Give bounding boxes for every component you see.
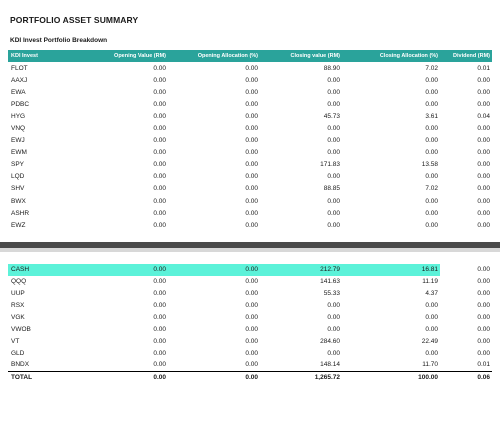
cell-closing-allocation: 7.02 [425,64,438,72]
cell-closing-allocation: 0.00 [425,197,438,205]
cell-closing-allocation: 0.00 [425,137,438,145]
table-row [8,359,492,371]
cell-opening-value: 0.00 [153,112,166,120]
cell-opening-allocation: 0.00 [245,137,258,145]
cell-dividend: 0.00 [477,290,490,298]
total-opening-value: 0.00 [90,371,168,384]
cell-dividend: 0.00 [477,337,490,345]
cell-closing-allocation: 0.00 [425,209,438,217]
cell-opening-allocation: 0.00 [245,76,258,84]
cell-closing-value: 148.14 [320,361,340,369]
cell-opening-value: 0.00 [153,161,166,169]
cell-asset: CASH [8,264,90,276]
cell-opening-allocation: 0.00 [245,221,258,229]
cell-asset: EWM [11,149,27,157]
cell-closing-value: 55.33 [323,290,340,298]
cell-asset: AAXJ [11,76,28,84]
cell-closing-allocation: 0.00 [425,125,438,133]
cell-closing-allocation: 0.00 [425,100,438,108]
cell-closing-value: 0.00 [327,149,340,157]
cell-opening-allocation: 0.00 [245,314,258,321]
cell-closing-allocation: 11.70 [422,361,438,369]
cell-dividend: 0.00 [477,137,490,145]
total-row [8,371,492,384]
table-row [8,323,492,335]
cell-closing-value: 0.00 [327,125,340,133]
cell-dividend: 0.00 [477,125,490,133]
cell-closing-allocation: 22.49 [421,337,438,345]
cell-opening-value: 0.00 [153,76,166,84]
cell-asset: VGK [11,314,25,321]
cell-closing-allocation: 13.58 [421,161,438,169]
cell-opening-allocation: 0.00 [245,290,258,298]
cell-closing-allocation: 4.37 [425,290,438,298]
cell-asset: FLOT [11,64,28,72]
cell-closing-value: 0.00 [327,76,340,84]
table-row [8,312,492,324]
header-opening-value: Opening Value (RM) [114,53,166,59]
table-row [8,86,492,98]
cell-closing-allocation: 0.00 [425,88,438,96]
cell-dividend: 0.00 [477,266,490,274]
cell-asset: QQQ [11,278,27,286]
table-row [8,300,492,312]
cell-closing-allocation: 0.00 [425,349,438,357]
cell-dividend: 0.00 [477,278,490,286]
table-row [8,347,492,359]
header-dividend: Dividend (RM) [453,53,490,59]
cell-opening-value: 0.00 [153,209,166,217]
cell-asset: VNQ [11,125,26,133]
table-row [8,74,492,86]
cell-closing-value: 0.00 [327,100,340,108]
table-row [8,110,492,122]
cell-asset: EWZ [11,221,26,229]
cell-dividend: 0.00 [477,76,490,84]
cell-closing-allocation: 0.00 [425,221,438,229]
cell-dividend: 0.00 [477,161,490,169]
total-dividend: 0.06 [440,371,492,384]
cell-closing-allocation: 0.00 [425,314,438,321]
cell-opening-value: 0.00 [153,361,166,369]
cell-opening-value: 0.00 [153,64,166,72]
table-row [8,183,492,195]
cell-asset: SHV [11,185,25,193]
cell-closing-value: 88.90 [323,64,340,72]
cell-closing-value: 0.00 [327,173,340,181]
header-asset: KDI Invest [11,53,38,59]
table-row [8,62,492,74]
cell-closing-allocation: 3.61 [425,112,438,120]
cell-closing-value: 0.00 [327,325,340,333]
cell-dividend: 0.00 [477,349,490,357]
cell-opening-allocation: 0.00 [245,185,258,193]
total-closing-value: 1,265.72 [260,371,342,384]
table-row [8,288,492,300]
table-row [8,147,492,159]
table-row [8,195,492,207]
cell-dividend: 0.00 [477,149,490,157]
total-label: TOTAL [8,371,90,384]
cell-closing-value: 45.73 [323,112,340,120]
cell-opening-allocation: 0.00 [245,349,258,357]
table-row [8,276,492,288]
cell-opening-allocation: 0.00 [245,112,258,120]
cell-opening-allocation: 0.00 [245,64,258,72]
cell-opening-allocation: 0.00 [245,302,258,310]
total-closing-allocation: 100.00 [342,371,440,384]
cell-closing-value: 0.00 [327,221,340,229]
cell-dividend: 0.00 [477,197,490,205]
cell-asset: RSX [11,302,25,310]
cell-opening-value: 0.00 [153,302,166,310]
cell-closing-allocation: 0.00 [425,76,438,84]
cell-opening-allocation: 0.00 [245,173,258,181]
cell-opening-allocation: 0.00 [245,100,258,108]
cell-asset: HYG [11,112,26,120]
cell-asset: UUP [11,290,25,298]
cell-opening-value: 0.00 [153,173,166,181]
total-opening-allocation: 0.00 [168,371,260,384]
cell-asset: PDBC [11,100,30,108]
cell-asset: VT [11,337,20,345]
table-row [8,264,492,276]
cell-opening-allocation: 0.00 [168,264,260,276]
cell-opening-allocation: 0.00 [245,149,258,157]
header-closing-allocation: Closing Allocation (%) [379,53,438,59]
cell-opening-value: 0.00 [153,149,166,157]
cell-closing-allocation: 0.00 [425,173,438,181]
cell-asset: ASHR [11,209,30,217]
cell-asset: GLD [11,349,25,357]
cell-closing-allocation: 16.81 [342,264,440,276]
cell-dividend: 0.00 [477,185,490,193]
cell-opening-value: 0.00 [153,290,166,298]
table-header-row [8,50,492,62]
cell-opening-allocation: 0.00 [245,125,258,133]
cell-opening-value: 0.00 [153,349,166,357]
table-row [8,159,492,171]
cell-dividend: 0.00 [477,325,490,333]
cell-dividend: 0.00 [477,173,490,181]
cell-closing-value: 88.85 [323,185,340,193]
cell-dividend: 0.01 [477,64,490,72]
cell-opening-value: 0.00 [153,221,166,229]
cell-closing-allocation: 11.19 [422,278,438,286]
cell-opening-value: 0.00 [153,100,166,108]
table-row [8,135,492,147]
page-break-separator [0,234,500,256]
cell-closing-value: 0.00 [327,302,340,310]
table-row [8,207,492,219]
cell-opening-allocation: 0.00 [245,161,258,169]
cell-opening-allocation: 0.00 [245,278,258,286]
cell-dividend: 0.00 [477,221,490,229]
cell-opening-allocation: 0.00 [245,337,258,345]
cell-closing-allocation: 0.00 [425,302,438,310]
cell-closing-value: 0.00 [327,349,340,357]
cell-dividend: 0.00 [477,100,490,108]
header-closing-value: Closing value (RM) [290,53,340,59]
table-row [8,122,492,134]
cell-asset: EWJ [11,137,25,145]
cell-dividend: 0.04 [477,112,490,120]
cell-closing-value: 0.00 [327,209,340,217]
cell-asset: BNDX [11,361,30,369]
cell-closing-value: 0.00 [327,197,340,205]
cell-opening-value: 0.00 [153,185,166,193]
cell-closing-value: 212.79 [260,264,342,276]
cell-closing-value: 171.83 [320,161,340,169]
cell-dividend: 0.00 [477,209,490,217]
cell-closing-value: 284.60 [320,337,340,345]
cell-opening-value: 0.00 [153,325,166,333]
cell-dividend: 0.01 [477,361,490,369]
portfolio-table-top [8,50,492,243]
cell-opening-value: 0.00 [153,88,166,96]
cell-asset: VWOB [11,325,31,333]
cell-opening-allocation: 0.00 [245,209,258,217]
cell-closing-allocation: 0.00 [425,325,438,333]
cell-opening-value: 0.00 [153,125,166,133]
cell-dividend: 0.00 [477,302,490,310]
cell-asset: EWA [11,88,26,96]
cell-opening-value: 0.00 [153,337,166,345]
separator-shadow [0,248,500,252]
cell-opening-value: 0.00 [153,197,166,205]
table-row [8,98,492,110]
report-title: PORTFOLIO ASSET SUMMARY [10,15,139,25]
cell-closing-value: 0.00 [327,314,340,321]
cell-opening-allocation: 0.00 [245,88,258,96]
cell-closing-allocation: 7.02 [425,185,438,193]
report-subtitle: KDI Invest Portfolio Breakdown [10,37,108,44]
cell-closing-value: 141.63 [320,278,340,286]
cell-opening-value: 0.00 [153,137,166,145]
cell-opening-value: 0.00 [90,264,168,276]
cell-opening-allocation: 0.00 [245,197,258,205]
cell-dividend: 0.00 [477,314,490,321]
cell-asset: BWX [11,197,26,205]
table-row [8,171,492,183]
cell-asset: LQD [11,173,25,181]
table-row [8,219,492,231]
cell-opening-allocation: 0.00 [245,325,258,333]
cell-closing-value: 0.00 [327,88,340,96]
cell-asset: SPY [11,161,25,169]
portfolio-table-bottom [8,264,492,384]
cell-closing-value: 0.00 [327,137,340,145]
cell-opening-value: 0.00 [153,278,166,286]
cell-opening-allocation: 0.00 [245,361,258,369]
cell-closing-allocation: 0.00 [425,149,438,157]
table-row [8,335,492,347]
cell-dividend: 0.00 [477,88,490,96]
header-opening-allocation: Opening Allocation (%) [197,53,258,59]
cell-opening-value: 0.00 [153,314,166,321]
